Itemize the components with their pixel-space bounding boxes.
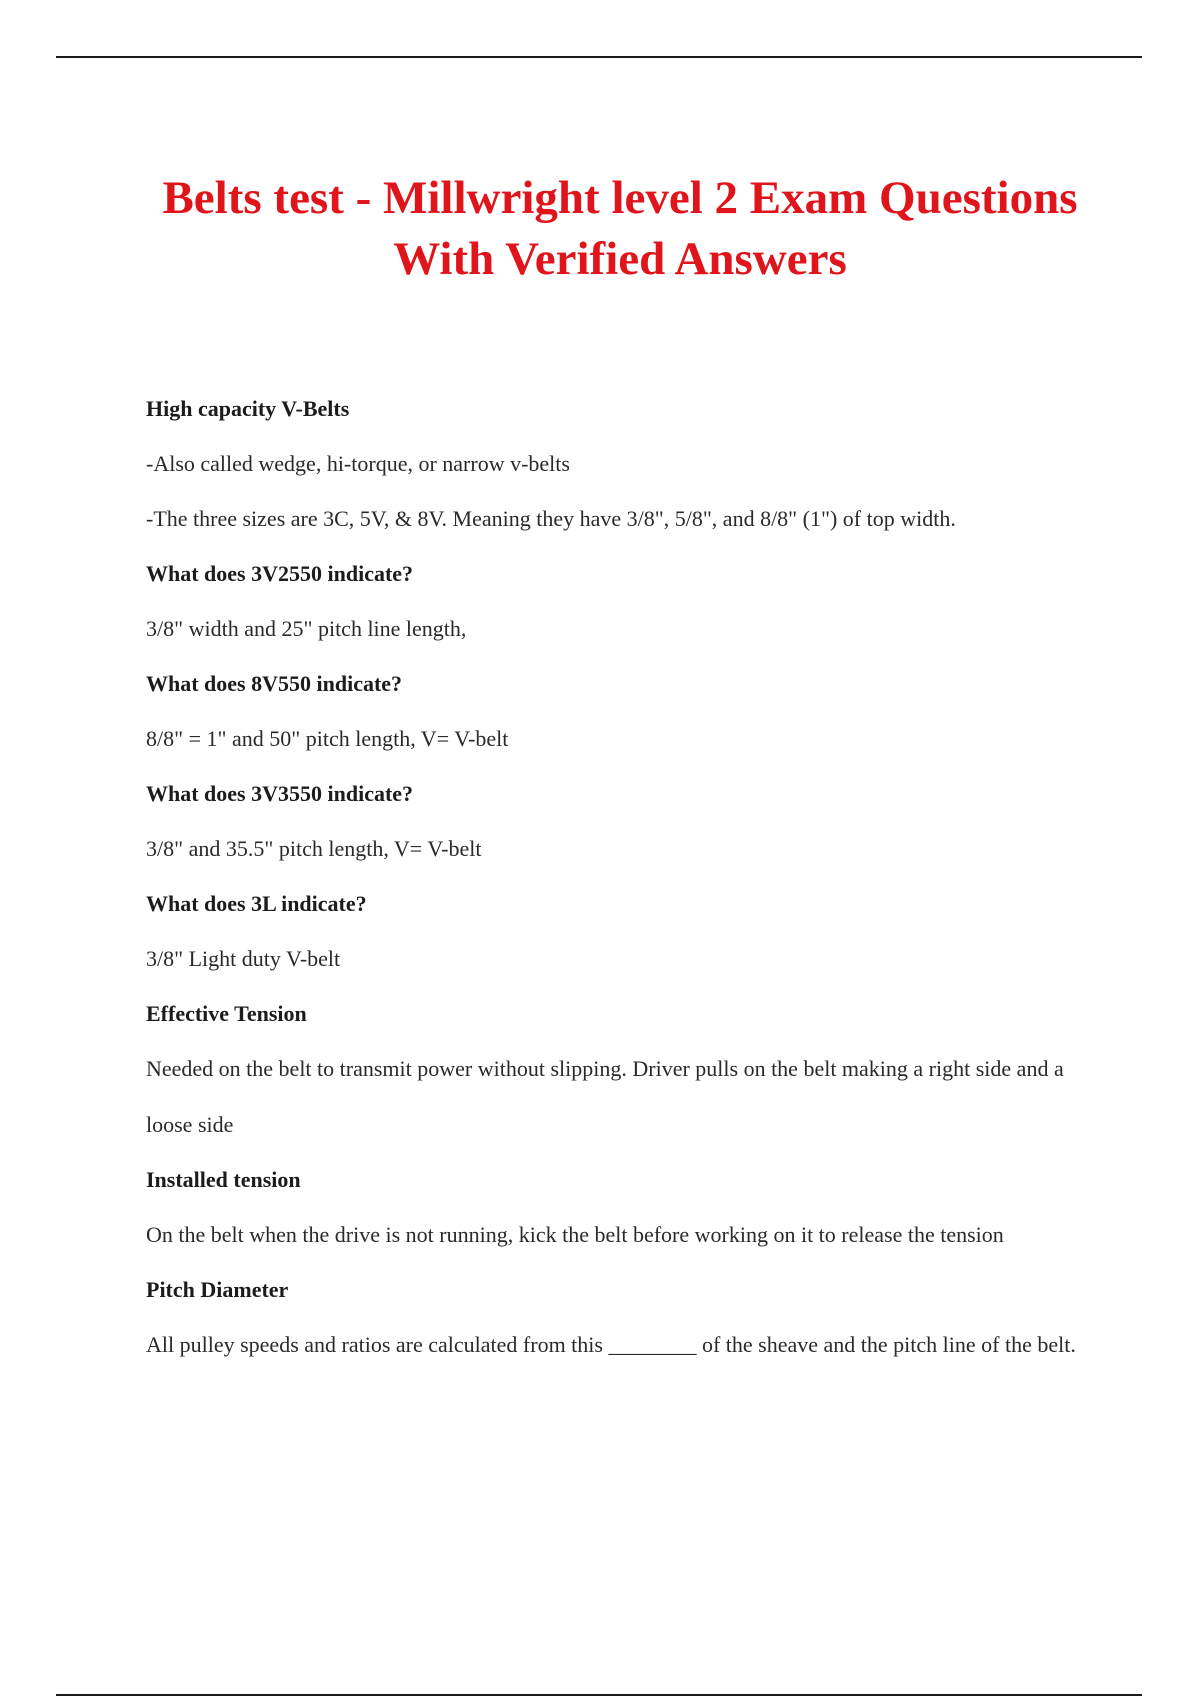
qa-item — [146, 560, 1106, 657]
document-title: Belts test - Millwright level 2 Exam Questions With Verified Answers — [162, 172, 1078, 285]
qa-item — [146, 1166, 1106, 1263]
bottom-rule — [56, 1694, 1142, 1696]
answer: On the belt when the drive is not running, kick the belt before working on it to release the tension — [146, 1222, 1004, 1247]
question: What does 8V550 indicate? — [146, 671, 403, 696]
qa-item — [146, 780, 1106, 877]
question: High capacity V-Belts — [146, 396, 350, 421]
answer: -Also called wedge, hi-torque, or narrow v-belts — [146, 451, 570, 476]
answer: All pulley speeds and ratios are calculated from this ________ of the sheave and the pitch line of the belt. — [146, 1332, 1076, 1357]
answer: 3/8" and 35.5" pitch length, V= V-belt — [146, 836, 482, 861]
qa-item — [146, 670, 1106, 767]
question: What does 3V3550 indicate? — [146, 781, 414, 806]
qa-list — [146, 395, 1106, 1386]
question: Effective Tension — [146, 1001, 307, 1026]
answer: 3/8" width and 25" pitch line length, — [146, 616, 467, 641]
qa-item — [146, 395, 1106, 547]
question: Pitch Diameter — [146, 1277, 289, 1302]
qa-item — [146, 1000, 1106, 1153]
top-rule — [56, 56, 1142, 58]
qa-item — [146, 1276, 1106, 1373]
question: Installed tension — [146, 1167, 301, 1192]
question: What does 3V2550 indicate? — [146, 561, 414, 586]
answer: 8/8" = 1" and 50" pitch length, V= V-belt — [146, 726, 509, 751]
answer: 3/8" Light duty V-belt — [146, 946, 341, 971]
answer: -The three sizes are 3C, 5V, & 8V. Meaning they have 3/8", 5/8", and 8/8" (1") of top width. — [146, 506, 956, 531]
qa-item — [146, 890, 1106, 987]
question: What does 3L indicate? — [146, 891, 367, 916]
answer: Needed on the belt to transmit power without slipping. Driver pulls on the belt making a right side and a loose side — [146, 1056, 1064, 1137]
